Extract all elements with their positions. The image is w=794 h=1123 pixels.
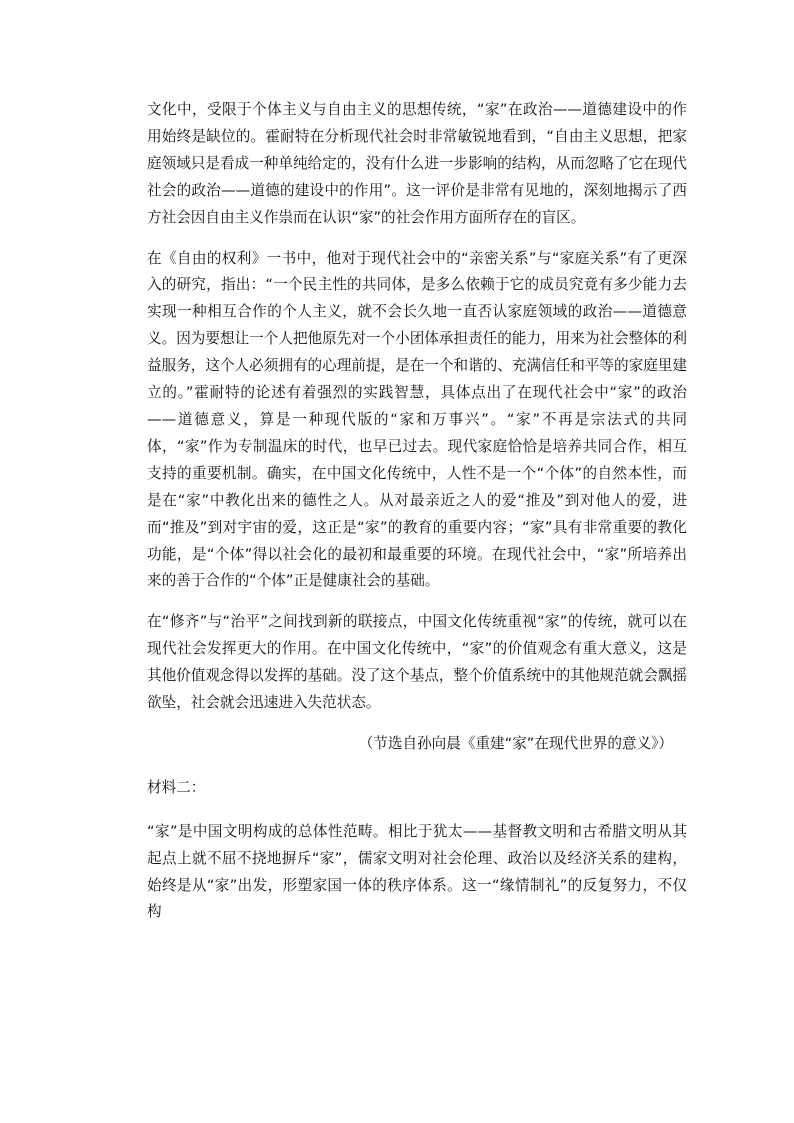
paragraph-2: 在《自由的权利》一书中，他对于现代社会中的“亲密关系”与“家庭关系”有了更深入的研究，指出：“一个民主性的共同体，是多么依赖于它的成员究竟有多少能力去实现一种相互合作的个人主义，就不会长久地一直否认家庭领域的政治——道德意义。因为要想让一个人把他原先对一个小团体承担责任的能力，用来为社会整体的利益服务，这个人必须拥有的心理前提，是在一个和谐的、充满信任和平等的家庭里建立的。”霍耐特的论述有着强烈的实践智慧，具体点出了在现代社会中“家”的政治——道德意义，算是一种现代版的“家和万事兴”。“家”不再是宗法式的共同体，“家”作为专制温床的时代，也早已过去。现代家庭恰恰是培养共同合作，相互支持的重要机制。确实，在中国文化传统中，人性不是一个“个体”的自然本性，而是在“家”中教化出来的德性之人。从对最亲近之人的爱“推及”到对他人的爱，进而“推及”到对宇宙的爱，这正是“家”的教育的重要内容；“家”具有非常重要的教化功能，是“个体”得以社会化的最初和最重要的环境。在现代社会中，“家”所培养出来的善于合作的“个体”正是健康社会的基础。 — [147, 249, 687, 590]
section-title: 材料二： — [147, 778, 206, 796]
source-citation: （节选自孙向晨《重建“家”在现代世界的意义》） — [358, 734, 673, 752]
document-page — [147, 97, 687, 926]
paragraph-3: 在“修齐”与“治平”之间找到新的联接点，中国文化传统重视“家”的传统，就可以在现代社会发挥更大的作用。在中国文化传统中，“家”的价值观念有重大意义，这是其他价值观念得以发挥的基础。没了这个基点，整个价值系统中的其他规范就会飘摇欲坠，社会就会迅速进入失范状态。 — [147, 613, 687, 712]
material-two-paragraph: “家”是中国文明构成的总体性范畴。相比于犹太——基督教文明和古希腊文明从其起点上就不屈不挠地摒斥“家”，儒家文明对社会伦理、政治以及经济关系的建构，始终是从“家”出发，形塑家国一体的秩序体系。这一“缘情制礼”的反复努力，不仅构 — [147, 822, 687, 921]
paragraph-1: 文化中，受限于个体主义与自由主义的思想传统，“家”在政治——道德建设中的作用始终是缺位的。霍耐特在分析现代社会时非常敏锐地看到，“自由主义思想，把家庭领域只是看成一种单纯给定的，没有什么进一步影响的结构，从而忽略了它在现代社会的政治——道德的建设中的作用”。这一评价是非常有见地的，深刻地揭示了西方社会因自由主义作祟而在认识“家”的社会作用方面所存在的盲区。 — [147, 101, 687, 226]
